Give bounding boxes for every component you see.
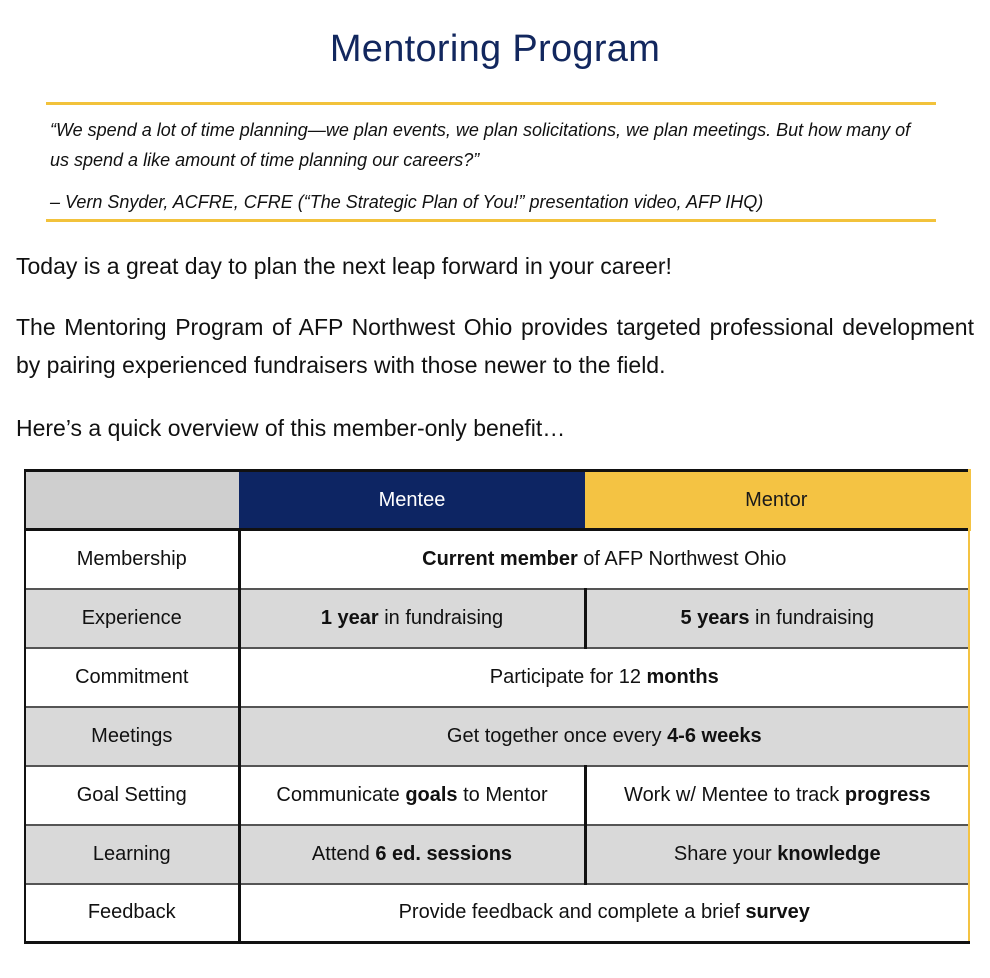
shared-cell-bold: months [646, 665, 719, 688]
mentee-cell-post: in fundraising [378, 606, 504, 629]
table-row [25, 530, 969, 589]
table-header-row [25, 471, 969, 530]
mentor-cell [585, 589, 969, 648]
table-row [25, 707, 969, 766]
mentor-cell-pre: Work w/ Mentee to track [624, 783, 845, 806]
table-row [25, 884, 969, 943]
mentee-cell [239, 766, 585, 825]
mentee-cell-bold: 6 ed. sessions [375, 842, 513, 865]
row-label: Commitment [25, 648, 239, 707]
row-label: Meetings [25, 707, 239, 766]
quote-text: “We spend a lot of time planning—we plan events, we plan solicitations, we plan meetings. But how many of us spend a like amount of time planning our careers?” [50, 120, 911, 170]
intro-paragraph-1: Today is a great day to plan the next leap forward in your career! [16, 253, 672, 279]
shared-cell-bold: 4-6 weeks [667, 724, 762, 747]
row-label: Experience [25, 589, 239, 648]
mentee-cell-bold: goals [405, 783, 458, 806]
row-label: Feedback [25, 884, 239, 943]
table-row [25, 648, 969, 707]
mentee-cell-bold: 1 year [320, 606, 379, 629]
mentor-cell [585, 825, 969, 884]
header-blank-cell [25, 471, 239, 530]
mentor-cell-bold: knowledge [777, 842, 881, 865]
mentee-cell [239, 825, 585, 884]
intro-paragraph-3: Here’s a quick overview of this member-only benefit… [16, 415, 566, 441]
mentee-cell-pre: Communicate [276, 783, 406, 806]
shared-cell [239, 648, 969, 707]
shared-cell [239, 884, 969, 943]
mentor-cell-bold: 5 years [680, 606, 750, 629]
shared-cell-pre: Participate for 12 [489, 665, 647, 688]
table-row [25, 589, 969, 648]
shared-cell-pre: Get together once every [446, 724, 668, 747]
intro-paragraph-2: The Mentoring Program of AFP Northwest Ohio provides targeted professional development by pairing experienced fundraisers with those newer to the field. [16, 314, 974, 378]
quote-attribution: – Vern Snyder, ACFRE, CFRE (“The Strategic Plan of You!” presentation video, AFP IHQ) [50, 192, 764, 212]
mentee-cell-post: to Mentor [457, 783, 548, 806]
row-label: Membership [25, 530, 239, 589]
row-label: Learning [25, 825, 239, 884]
quote-box [46, 102, 936, 222]
mentor-cell-post: in fundraising [749, 606, 874, 629]
shared-cell-bold: survey [745, 901, 810, 924]
shared-cell-pre: Provide feedback and complete a brief [398, 901, 746, 924]
mentee-cell [239, 589, 585, 648]
row-label: Goal Setting [25, 766, 239, 825]
shared-cell [239, 707, 969, 766]
mentor-cell-bold: progress [844, 783, 931, 806]
header-mentor: Mentor [585, 471, 969, 530]
shared-cell [239, 530, 969, 589]
mentor-cell [585, 766, 969, 825]
table-row [25, 766, 969, 825]
overview-table [24, 469, 971, 944]
header-mentee: Mentee [239, 471, 585, 530]
mentor-cell-pre: Share your [673, 842, 778, 865]
mentee-cell-pre: Attend [311, 842, 376, 865]
shared-cell-post: of AFP Northwest Ohio [577, 547, 787, 570]
table-body [25, 530, 969, 943]
table-row [25, 825, 969, 884]
page-title: Mentoring Program [329, 28, 661, 70]
shared-cell-bold: Current member [422, 547, 578, 570]
